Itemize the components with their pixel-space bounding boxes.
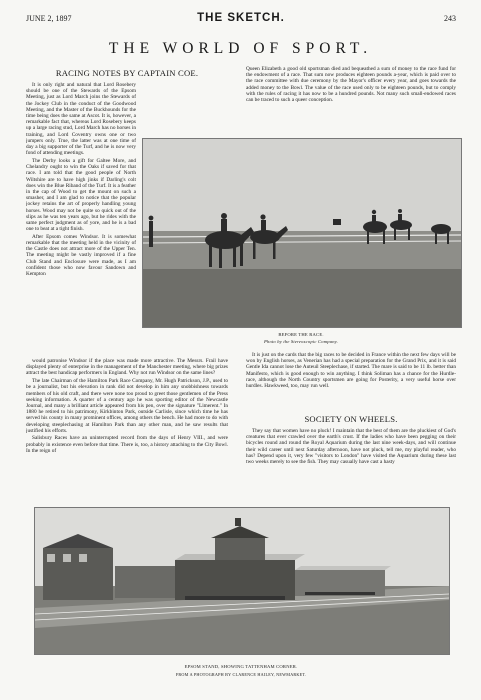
paragraph: They say that women have no pluck! I maintain that the best of them are the pluckiest of God's creatures that ever crawled over the earth's crust. If the ladies who have been pegging on their bicycles round and round the Royal Aquarium during the last nine week-days, and will continue their wild career until next Saturday afternoon, have not pluck, tell me, my playful reader, who has? Depend upon it, very few "visitors to London" have visited the Aquarium during these last two weeks merely to see the fish. They may casually have cast a hasty [246, 428, 456, 466]
paragraph: It is only right and natural that Lord Rosebery should be one of the Stewards of the Epsom Meeting, just as Lord March joins the Stewards of the Jockey Club in the conduct of the Goodwood Meeting, and the Master of the Buckhounds for the time being does the same at Ascot. It is, however, a remarkable fact that, whereas Lord Rosebery keeps up a large racing stud, Lord March has no horses in training, and Lord Coventry owns one or two jumpers only. True, the latter was at one time of day a big supporter of the Turf, and he is now very fond of attending meetings. [26, 82, 136, 157]
paragraph: Queen Elizabeth a good old sportsman died and bequeathed a sum of money to the race fund for the endowment of a race. That sum now produces eighteen pounds a-year, which is paid over to the race committee with due ceremony by the Mayor's officer every year, and goes towards the added money to the Bowl. The value of the race used only to be eighteen pounds, but to comply with the rules of racing it has now to be a hundred pounds. Not many such small-endowed races can be traced to such a queer conception. [246, 66, 456, 104]
society-column [246, 428, 456, 500]
paragraph: It is just on the cards that the big races to be decided in France within the next few days will be won by English horses, as Venerian has had a special preparation for the Grand Prix, and it is said Gentle Ida cannot lose the Auteuil Steeplechase, if started. The mare is said to be 11 lb. better than Manifesto, which is good enough to win anything. I think Soliman has a chance for the Hurdle-race, although the North Country sportsmen are going for Posterity, a very useful horse over hurdles. Hawkweed, too, may run well. [246, 352, 456, 390]
paragraph: The Derby looks a gift for Galtee More, and Chelandry ought to win the Oaks if saved for that race. I am told that the good people of North Wiltshire are to have high jinks if Darling's colt does win the Blue Riband of the Turf. It is a feather in the cap of Wood to get the mount on such a smasher, and I am glad to notice that the popular jockey retains the art of properly handling young horses. Wood may not be quite so quick out of the slips as he was ten years ago, but he rides with the same perfect judgment as of yore, and he is a bad one to beat at a tight finish. [26, 157, 136, 233]
racing-column-right-top [246, 66, 456, 130]
paragraph: would patronise Windsor if the place was made more attractive. The Messrs. Frail have displayed plenty of enterprise in the management of the Manchester meeting, where big prizes attract the best handicap performers in England. Why not run Windsor on the same lines? [26, 358, 228, 377]
before-the-race-credit: Photo by the Stereoscopic Company. [263, 339, 339, 344]
paragraph: The late Chairman of the Hamilton Park Race Company, Mr. Hugh Patrickson, J.P., used to be a journalist, but his elevation in rank did not develop in him any snobbishness towards members of his old craft, and there were none too proud to greet those gentlemen of the Press seeking information. A quarter of a century ago he was sporting editor of the Newcastle Journal, and many a brilliant article appeared from his pen, over the signature "Limerent." In 1880 he retired to his patrimony, Kirkbinton Park, outside Carlisle, since which time he has served his county in many prominent offices, among others the bench. He had more to do with developing steeplechasing at Hamilton Park than any other man, and he saw results that justified his efforts. [26, 378, 228, 434]
page-header [26, 14, 456, 28]
issue-date: JUNE 2, 1897 [26, 14, 72, 23]
page-number: 243 [444, 14, 456, 23]
epsom-stand-caption: EPSOM STAND, SHOWING TATTENHAM CORNER. [184, 664, 298, 669]
racing-column-right-bottom [246, 352, 456, 410]
racing-column-full [26, 358, 228, 500]
epsom-stand-credit: FROM A PHOTOGRAPH BY CLARENCE HAILEY, NEWMARKET. [175, 672, 307, 677]
society-heading: SOCIETY ON WHEELS. [304, 414, 398, 424]
before-the-race-caption: BEFORE THE RACE. [278, 332, 324, 337]
racing-heading: RACING NOTES BY CAPTAIN COE. [55, 68, 199, 78]
page-title: THE WORLD OF SPORT. [108, 40, 373, 57]
paragraph: After Epsom comes Windsor. It is somewhat remarkable that the meeting held in the vicinity of the Castle does not attract more of the Upper Ten. The meeting might be vastly improved if a fine Club Stand and Enclosure were made, as I am confident those who now favour Sandown and Kempton [26, 233, 136, 278]
racing-column-narrow [26, 82, 136, 358]
epsom-stand-photo [34, 507, 450, 655]
before-the-race-photo [142, 138, 462, 328]
paragraph: Salisbury Races have an uninterrupted record from the days of Henry VIII., and were probably in existence even before that time. There is, too, a history attaching to the City Bowl. In the reign of [26, 435, 228, 454]
magazine-title: THE SKETCH. [197, 12, 285, 24]
